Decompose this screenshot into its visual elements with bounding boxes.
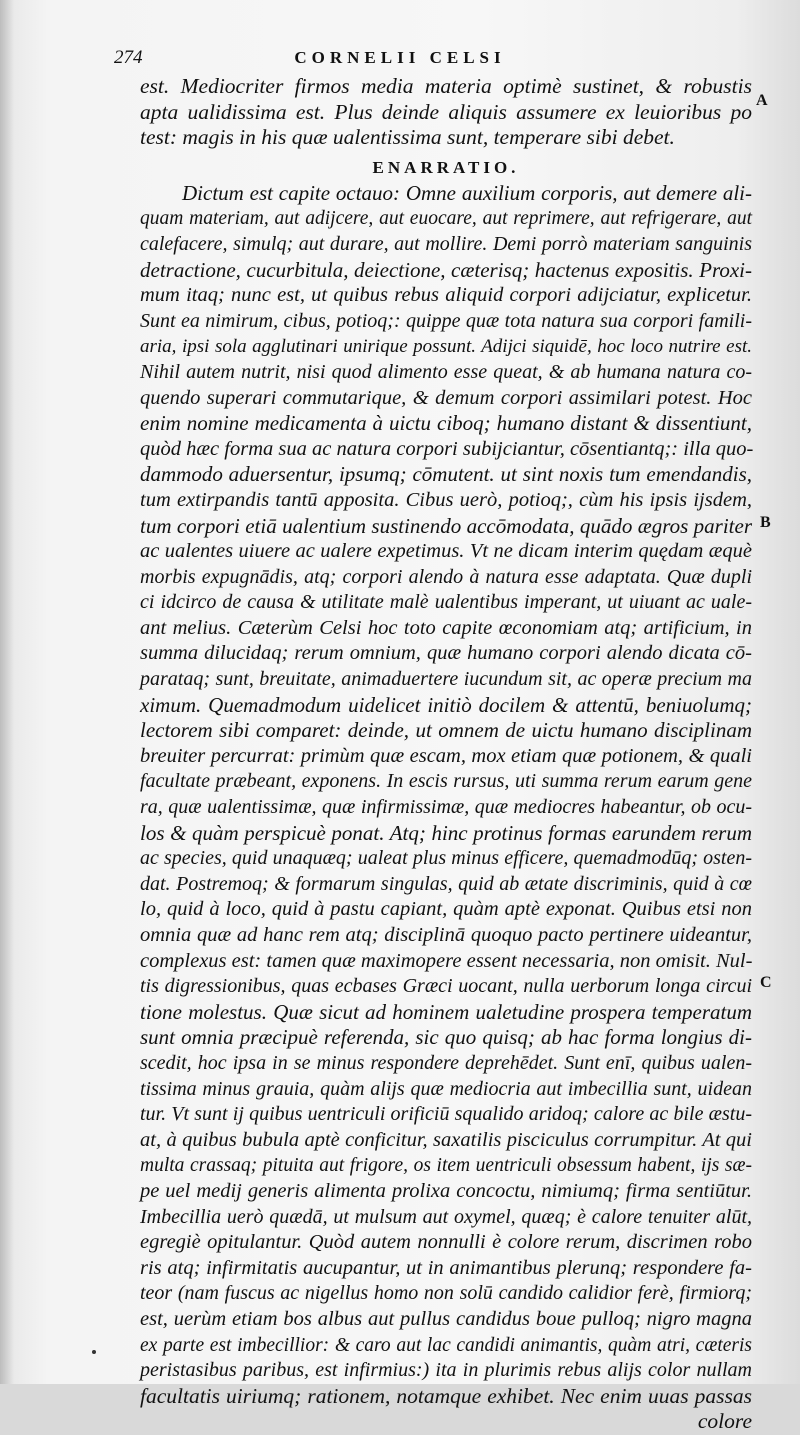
text-line: morbis expugnādis, atq; corpori alendo à natura esse adaptata. Quæ dupli xyxy=(140,565,752,588)
text-line: peristasibus paribus, est infirmius:) ita in plurimis rebus alijs color nullam xyxy=(140,1359,752,1382)
text-line: at, à quibus bubula aptè conficitur, saxatilis pisciculus corrumpitur. At qui xyxy=(140,1128,752,1151)
margin-letter-b: B xyxy=(760,514,771,531)
section-heading: ENARRATIO. xyxy=(372,157,520,177)
ink-speck xyxy=(92,1350,96,1354)
page-number: 274 xyxy=(114,47,143,68)
text-line: est. Mediocriter firmos media materia optimè sustinet, & robustis xyxy=(140,74,752,98)
text-line: detractione, cucurbitula, deiectione, cæterisq; hactenus expositis. Proxi- xyxy=(140,257,752,282)
page-gutter-shadow xyxy=(0,0,14,1384)
margin-letter-a: A xyxy=(756,92,768,109)
text-line: tum corpori etiā ualentium sustinendo accōmodata, quādo ægros pariter xyxy=(140,513,752,538)
text-line: Imbecillia uerò quædā, ut mulsum aut oxymel, quæq; è calore tenuiter alūt, xyxy=(140,1205,752,1228)
text-line: ac ualentes uiuere ac ualere expetimus. Vt ne dicam interim quędam æquè xyxy=(140,540,752,563)
text-line: lo, quid à loco, quid à pastu capiant, quàm aptè exponat. Quibus etsi non xyxy=(140,898,752,921)
text-line: est, uerùm etiam bos albus aut pullus candidus boue pulloq; nigro magna xyxy=(140,1307,752,1330)
text-line: ant melius. Cæterùm Celsi hoc toto capite œconomiam atq; artificium, in xyxy=(140,616,752,639)
text-line: quendo superari commutarique, & demum corpori assimilari potest. Hoc xyxy=(140,386,752,409)
text-line: summa dilucidaq; rerum omnium, quæ humano corpori alendo dicata cō- xyxy=(140,642,752,665)
text-line: aria, ipsi sola agglutinari unirique possunt. Adijci siquidē, hoc loco nutrire est. xyxy=(140,336,752,358)
text-line: los & quàm perspicuè ponat. Atq; hinc protinus formas earundem rerum xyxy=(140,820,752,845)
commentary-text xyxy=(140,181,752,1410)
text-line: quòd hæc forma sua ac natura corpori subijciantur, cōsentiantq;: illa quo- xyxy=(140,437,754,460)
text-line: ci idcirco de causa & utilitate malè ualentibus imperant, ut uiuant ac uale- xyxy=(140,591,752,614)
text-line: ximum. Quemadmodum uidelicet initiò docilem & attentū, beniuolumq; xyxy=(140,692,752,717)
text-line: lectorem sibi comparet: deinde, ut omnem de uictu humano disciplinam xyxy=(140,718,752,743)
text-line: egregiè opitulantur. Quòd autem nonnulli è colore rerum, discrimen robo xyxy=(140,1231,752,1254)
text-line: teor (nam fuscus ac nigellus homo non solū candido calidior ferè, firmiorq; xyxy=(140,1282,752,1305)
text-line: breuiter percurrat: primùm quæ escam, mox etiam quæ potionem, & quali xyxy=(140,744,752,767)
text-line: ac species, quid unaquæq; ualeat plus minus efficere, quemadmodūq; osten- xyxy=(140,847,752,870)
text-line: Dictum est capite octauo: Omne auxilium corporis, aut demere ali- xyxy=(182,180,752,205)
text-line: dat. Postremoq; & formarum singulas, quid ab ætate discriminis, quid à cœ xyxy=(140,872,752,895)
text-line: ra, quæ ualentissimæ, quæ infirmissimæ, quæ mediocres habeantur, ob ocu- xyxy=(140,796,752,819)
text-line: dammodo aduersentur, ipsumq; cōmutent. ut sint noxis tum emendandis, xyxy=(140,462,752,487)
text-line: ex parte est imbecillior: & caro aut lac candidi animantis, quàm atri, cæteris xyxy=(140,1334,752,1356)
catchword: colore xyxy=(697,1409,752,1434)
text-line: sunt omnia præcipuè referenda, sic quo quisq; ab hac forma longius di- xyxy=(140,1025,752,1050)
text-line: Sunt ea nimirum, cibus, potioq;: quippe quæ tota natura sua corpori famili- xyxy=(140,309,752,332)
text-line: tum extirpandis tantū apposita. Cibus uerò, potioq;, cùm his ipsis ijsdem, xyxy=(140,488,752,511)
text-line: quam materiam, aut adijcere, aut euocare, aut reprimere, aut refrigerare, aut xyxy=(140,208,752,230)
text-line: parataq; sunt, breuitate, animaduertere iucundum sit, ac operæ precium ma xyxy=(140,668,752,691)
text-line: Nihil autem nutrit, nisi quod alimento esse queat, & ab humana natura co- xyxy=(140,360,752,383)
running-title: CORNELII CELSI xyxy=(294,48,506,67)
text-line: tis digressionibus, quas ecbases Græci uocant, nulla uerborum longa circui xyxy=(140,975,752,998)
text-line: calefacere, simulq; aut durare, aut mollire. Demi porrò materiam sanguinis xyxy=(140,232,752,255)
text-line: pe uel medij generis alimenta prolixa concoctu, nimiumq; firma sentiūtur. xyxy=(140,1179,752,1202)
text-line: facultate præbeant, exponens. In escis rursus, uti summa rerum earum gene xyxy=(140,770,752,793)
margin-letter-c: C xyxy=(760,974,772,991)
text-line: mum itaq; nunc est, ut quibus rebus aliquid corpori adijciatur, explicetur. xyxy=(140,284,752,307)
text-line: enim nomine medicamenta à uictu ciboq; humano distant & dissentiunt, xyxy=(140,411,752,436)
text-line: omnia quæ ad hanc rem atq; disciplinā quoquo pacto pertinere uideantur, xyxy=(140,924,752,946)
text-line: complexus est: tamen quæ maximopere essent necessaria, non omisit. Nul- xyxy=(140,949,753,972)
text-line: facultatis uiriumq; rationem, notamque exhibet. Nec enim uuas passas xyxy=(140,1383,752,1408)
text-line: tissima minus grauia, quàm alijs quæ mediocria aut imbecillia sunt, uidean xyxy=(140,1077,752,1100)
main-text-block xyxy=(140,74,752,1435)
text-line: tione molestus. Quæ sicut ad hominem ualetudine prospera temperatum xyxy=(140,999,752,1024)
text-line: multa crassaq; pituita aut frigore, os item uentriculi obsessum habent, ijs sæ- xyxy=(140,1155,752,1177)
text-line: tur. Vt sunt ij quibus uentriculi orificiū squalido aridoq; calore ac bile æstu- xyxy=(140,1103,752,1126)
text-line: ris atq; infirmitatis aucupantur, ut in animantibus plerunq; respondere fa- xyxy=(140,1256,752,1279)
text-line: scedit, hoc ipsa in se minus respondere deprehēdet. Sunt enī, quibus ualen- xyxy=(140,1051,752,1074)
text-line: apta ualidissima est. Plus deinde aliquis assumere ex leuioribus po xyxy=(140,99,752,124)
top-text xyxy=(140,74,752,151)
text-line: test: magis in his quæ ualentissima sunt, temperare sibi debet. xyxy=(140,125,675,150)
